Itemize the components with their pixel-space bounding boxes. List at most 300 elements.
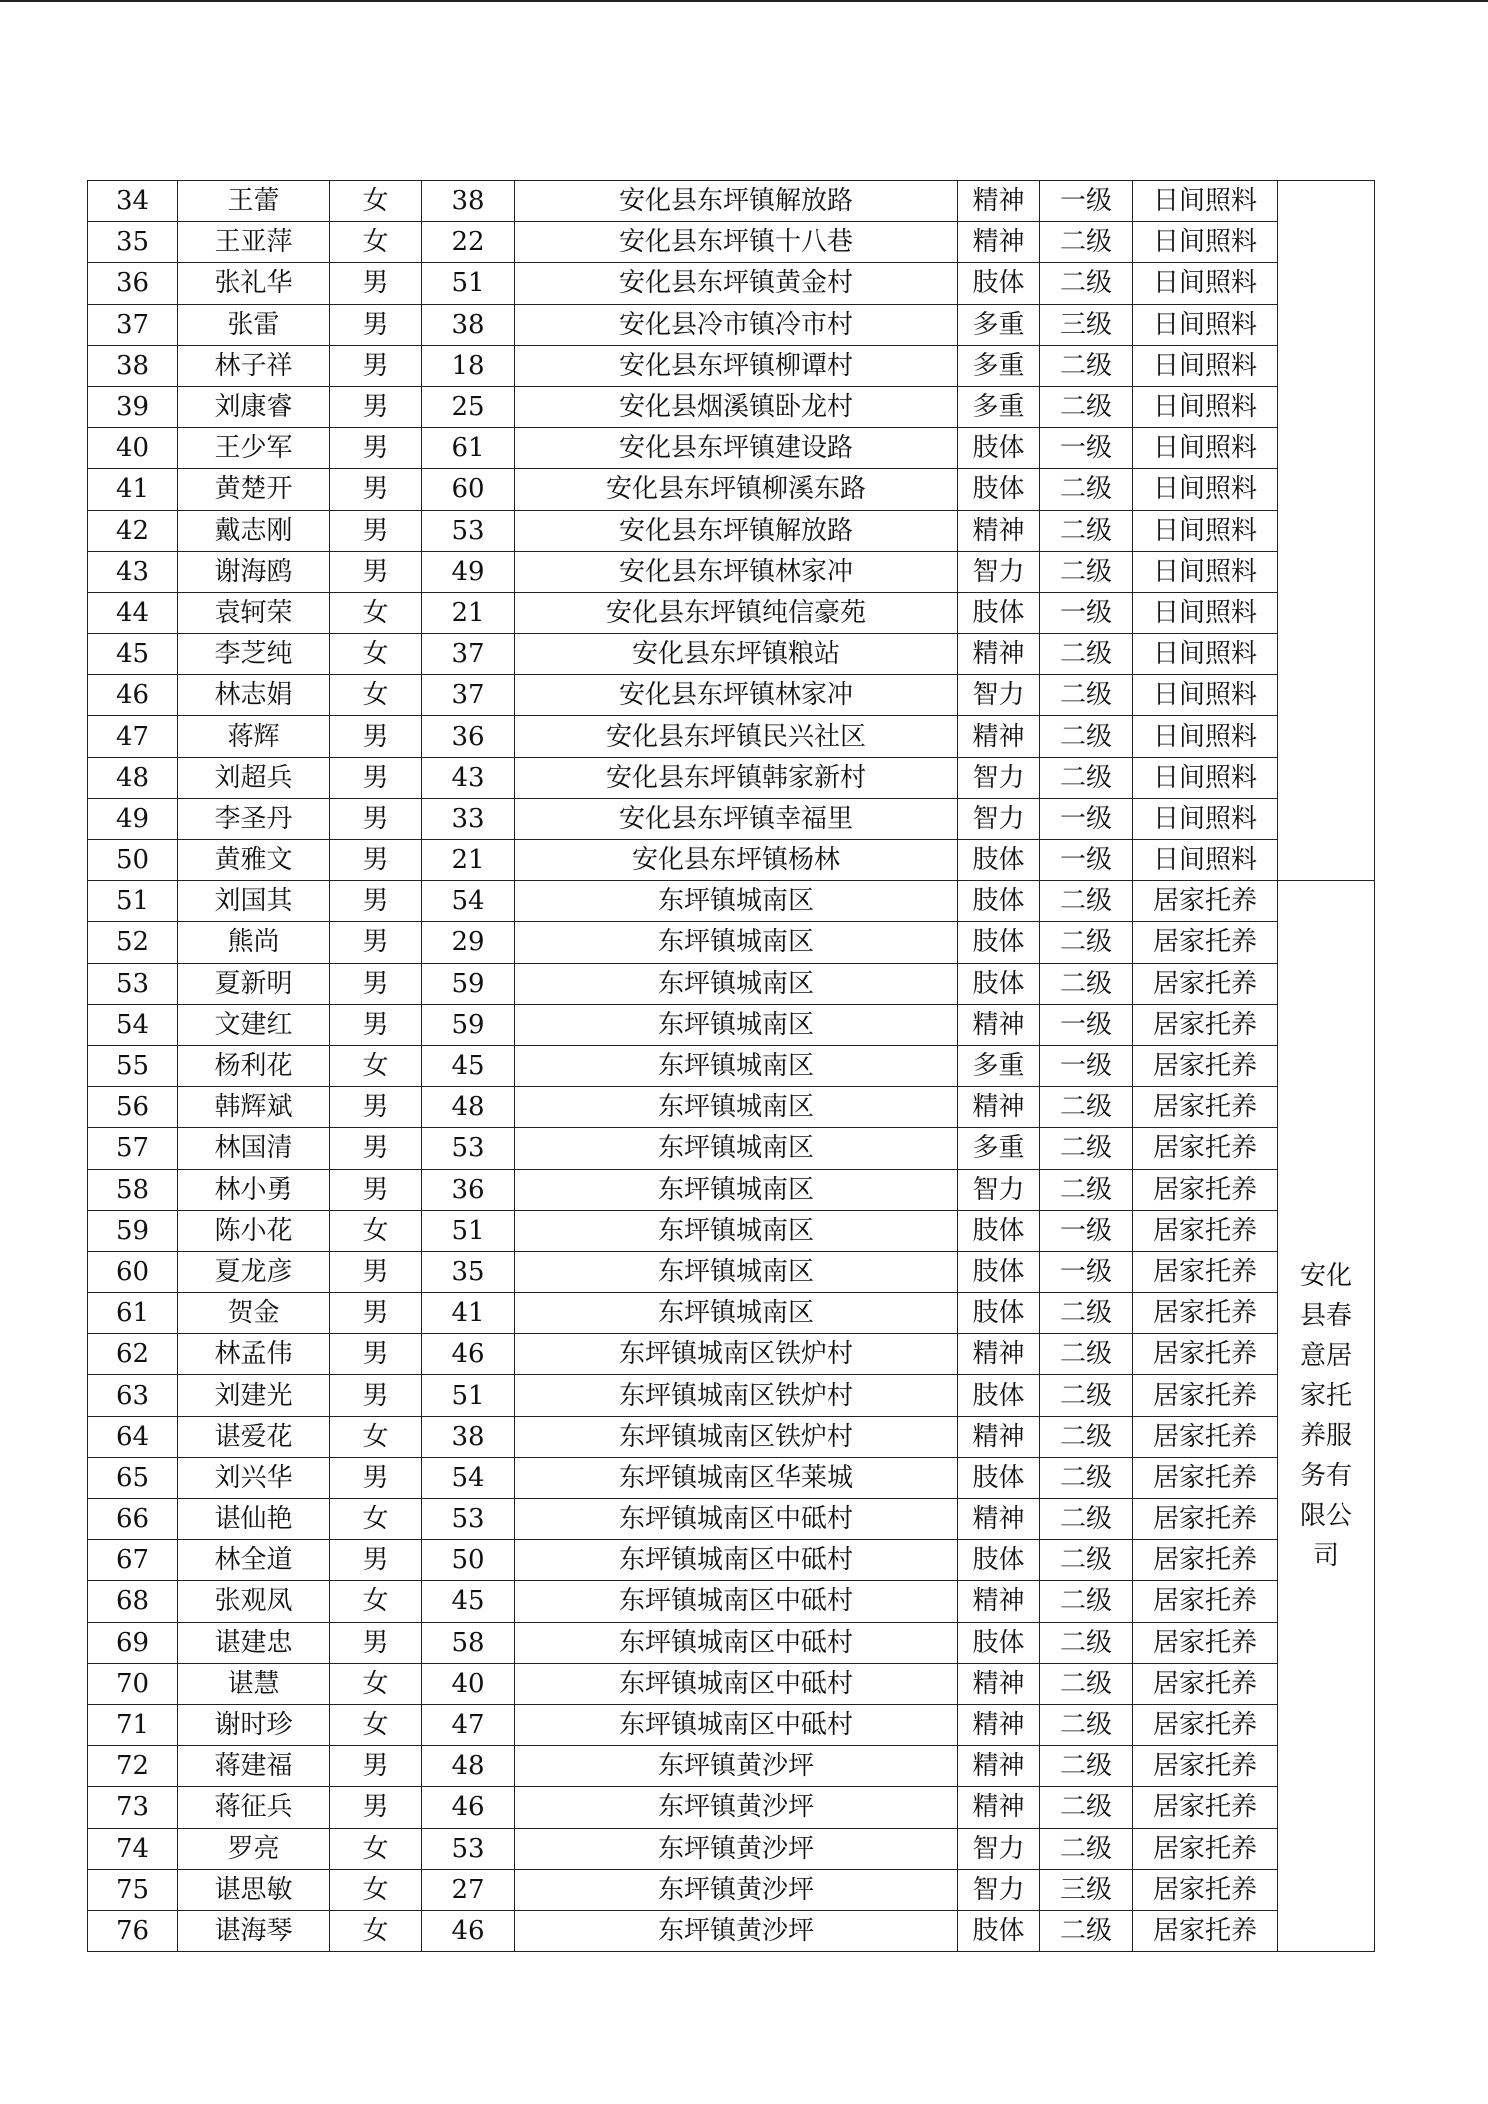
table-row	[88, 881, 1375, 922]
cell-service-type: 日间照料	[1133, 551, 1278, 592]
cell-service-type: 居家托养	[1133, 1375, 1278, 1416]
cell-disability-level: 二级	[1040, 1540, 1133, 1581]
cell-address: 东坪镇城南区华莱城	[515, 1457, 958, 1498]
cell-disability-type: 多重	[958, 386, 1040, 427]
cell-gender: 男	[330, 1251, 422, 1292]
cell-disability-level: 二级	[1040, 1293, 1133, 1334]
table-row	[88, 1293, 1375, 1334]
cell-service-type: 居家托养	[1133, 1663, 1278, 1704]
cell-service-type: 日间照料	[1133, 510, 1278, 551]
cell-address: 安化县冷市镇冷市村	[515, 304, 958, 345]
cell-address: 安化县东坪镇柳溪东路	[515, 469, 958, 510]
cell-disability-type: 肢体	[958, 922, 1040, 963]
cell-row-number: 60	[88, 1251, 178, 1292]
cell-gender: 男	[330, 551, 422, 592]
table-row	[88, 222, 1375, 263]
cell-row-number: 59	[88, 1210, 178, 1251]
cell-gender: 男	[330, 716, 422, 757]
cell-disability-type: 肢体	[958, 1910, 1040, 1951]
cell-address: 东坪镇城南区	[515, 1004, 958, 1045]
cell-name: 贺金	[178, 1293, 330, 1334]
cell-disability-level: 二级	[1040, 1704, 1133, 1745]
cell-disability-type: 智力	[958, 551, 1040, 592]
cell-service-type: 日间照料	[1133, 304, 1278, 345]
table-row	[88, 345, 1375, 386]
cell-disability-type: 精神	[958, 1704, 1040, 1745]
cell-gender: 女	[330, 1045, 422, 1086]
table-row	[88, 469, 1375, 510]
cell-name: 夏龙彦	[178, 1251, 330, 1292]
cell-service-type: 居家托养	[1133, 1828, 1278, 1869]
table-row	[88, 675, 1375, 716]
cell-disability-level: 二级	[1040, 1622, 1133, 1663]
cell-row-number: 50	[88, 840, 178, 881]
cell-age: 46	[422, 1910, 515, 1951]
cell-disability-type: 多重	[958, 1128, 1040, 1169]
cell-name: 李芝纯	[178, 634, 330, 675]
cell-service-type: 居家托养	[1133, 1128, 1278, 1169]
table-row	[88, 634, 1375, 675]
cell-row-number: 47	[88, 716, 178, 757]
cell-row-number: 56	[88, 1087, 178, 1128]
cell-service-type: 居家托养	[1133, 1499, 1278, 1540]
cell-address: 东坪镇城南区中砥村	[515, 1622, 958, 1663]
cell-disability-level: 二级	[1040, 922, 1133, 963]
cell-row-number: 38	[88, 345, 178, 386]
cell-address: 东坪镇城南区	[515, 963, 958, 1004]
cell-row-number: 45	[88, 634, 178, 675]
cell-service-type: 居家托养	[1133, 1457, 1278, 1498]
cell-disability-type: 精神	[958, 1416, 1040, 1457]
cell-gender: 男	[330, 469, 422, 510]
cell-service-type: 居家托养	[1133, 1210, 1278, 1251]
table-row	[88, 1910, 1375, 1951]
cell-gender: 男	[330, 510, 422, 551]
cell-address: 东坪镇城南区中砥村	[515, 1663, 958, 1704]
cell-name: 熊尚	[178, 922, 330, 963]
cell-row-number: 41	[88, 469, 178, 510]
cell-address: 安化县东坪镇解放路	[515, 510, 958, 551]
cell-address: 安化县东坪镇粮站	[515, 634, 958, 675]
cell-name: 林子祥	[178, 345, 330, 386]
table-row	[88, 1704, 1375, 1745]
cell-name: 杨利花	[178, 1045, 330, 1086]
cell-address: 安化县东坪镇林家冲	[515, 675, 958, 716]
cell-address: 安化县东坪镇解放路	[515, 181, 958, 222]
cell-disability-level: 一级	[1040, 798, 1133, 839]
cell-address: 东坪镇城南区	[515, 881, 958, 922]
cell-name: 李圣丹	[178, 798, 330, 839]
cell-row-number: 64	[88, 1416, 178, 1457]
cell-disability-level: 二级	[1040, 1375, 1133, 1416]
cell-address: 东坪镇城南区铁炉村	[515, 1416, 958, 1457]
cell-age: 53	[422, 1128, 515, 1169]
cell-address: 东坪镇城南区中砥村	[515, 1540, 958, 1581]
cell-name: 王蕾	[178, 181, 330, 222]
cell-gender: 女	[330, 1663, 422, 1704]
cell-disability-type: 多重	[958, 304, 1040, 345]
cell-name: 谌思敏	[178, 1869, 330, 1910]
cell-gender: 男	[330, 963, 422, 1004]
cell-name: 黄楚开	[178, 469, 330, 510]
cell-gender: 男	[330, 922, 422, 963]
cell-gender: 男	[330, 757, 422, 798]
cell-name: 罗亮	[178, 1828, 330, 1869]
cell-age: 35	[422, 1251, 515, 1292]
table-row	[88, 1334, 1375, 1375]
cell-disability-type: 肢体	[958, 1210, 1040, 1251]
cell-service-type: 日间照料	[1133, 263, 1278, 304]
table-row	[88, 551, 1375, 592]
cell-service-type: 日间照料	[1133, 428, 1278, 469]
table-row	[88, 1622, 1375, 1663]
cell-disability-type: 智力	[958, 798, 1040, 839]
cell-disability-level: 二级	[1040, 551, 1133, 592]
cell-gender: 女	[330, 592, 422, 633]
cell-name: 王亚萍	[178, 222, 330, 263]
cell-address: 东坪镇城南区中砥村	[515, 1581, 958, 1622]
cell-address: 东坪镇黄沙坪	[515, 1746, 958, 1787]
cell-address: 东坪镇城南区铁炉村	[515, 1375, 958, 1416]
cell-service-type: 居家托养	[1133, 1169, 1278, 1210]
cell-gender: 女	[330, 222, 422, 263]
cell-gender: 女	[330, 634, 422, 675]
cell-age: 37	[422, 675, 515, 716]
cell-age: 58	[422, 1622, 515, 1663]
table-row	[88, 1663, 1375, 1704]
cell-row-number: 73	[88, 1787, 178, 1828]
cell-age: 54	[422, 1457, 515, 1498]
cell-name: 刘国其	[178, 881, 330, 922]
table-row	[88, 1828, 1375, 1869]
cell-disability-type: 精神	[958, 716, 1040, 757]
cell-gender: 男	[330, 1087, 422, 1128]
cell-gender: 男	[330, 1128, 422, 1169]
cell-age: 40	[422, 1663, 515, 1704]
cell-row-number: 42	[88, 510, 178, 551]
cell-service-type: 日间照料	[1133, 757, 1278, 798]
table-row	[88, 1375, 1375, 1416]
cell-name: 刘建光	[178, 1375, 330, 1416]
cell-row-number: 44	[88, 592, 178, 633]
cell-disability-type: 肢体	[958, 881, 1040, 922]
cell-disability-level: 二级	[1040, 222, 1133, 263]
cell-disability-level: 一级	[1040, 1045, 1133, 1086]
cell-address: 东坪镇黄沙坪	[515, 1828, 958, 1869]
cell-disability-type: 精神	[958, 1499, 1040, 1540]
cell-name: 文建红	[178, 1004, 330, 1045]
cell-age: 21	[422, 840, 515, 881]
cell-disability-type: 精神	[958, 1663, 1040, 1704]
cell-name: 袁轲荣	[178, 592, 330, 633]
cell-disability-type: 精神	[958, 510, 1040, 551]
cell-disability-type: 肢体	[958, 592, 1040, 633]
cell-row-number: 48	[88, 757, 178, 798]
cell-age: 61	[422, 428, 515, 469]
table-row	[88, 1787, 1375, 1828]
table-row	[88, 840, 1375, 881]
table-row	[88, 922, 1375, 963]
cell-disability-level: 二级	[1040, 716, 1133, 757]
cell-disability-type: 肢体	[958, 1457, 1040, 1498]
cell-disability-type: 肢体	[958, 1293, 1040, 1334]
cell-disability-type: 智力	[958, 1869, 1040, 1910]
cell-disability-level: 三级	[1040, 304, 1133, 345]
cell-address: 东坪镇城南区	[515, 1045, 958, 1086]
cell-disability-level: 三级	[1040, 1869, 1133, 1910]
cell-service-type: 日间照料	[1133, 222, 1278, 263]
cell-gender: 男	[330, 840, 422, 881]
cell-disability-type: 肢体	[958, 1622, 1040, 1663]
table-row	[88, 1581, 1375, 1622]
cell-age: 18	[422, 345, 515, 386]
cell-disability-level: 二级	[1040, 675, 1133, 716]
cell-name: 林小勇	[178, 1169, 330, 1210]
cell-address: 东坪镇城南区	[515, 1128, 958, 1169]
cell-age: 27	[422, 1869, 515, 1910]
cell-service-type: 日间照料	[1133, 798, 1278, 839]
cell-gender: 女	[330, 675, 422, 716]
cell-service-type: 居家托养	[1133, 1251, 1278, 1292]
cell-service-type: 居家托养	[1133, 1045, 1278, 1086]
cell-disability-level: 二级	[1040, 1334, 1133, 1375]
cell-disability-type: 肢体	[958, 840, 1040, 881]
cell-address: 安化县东坪镇韩家新村	[515, 757, 958, 798]
beneficiary-table	[87, 180, 1375, 1952]
cell-disability-type: 精神	[958, 1746, 1040, 1787]
cell-name: 林全道	[178, 1540, 330, 1581]
cell-gender: 女	[330, 181, 422, 222]
cell-address: 安化县东坪镇纯信豪苑	[515, 592, 958, 633]
cell-service-type: 日间照料	[1133, 469, 1278, 510]
cell-age: 59	[422, 963, 515, 1004]
cell-name: 戴志刚	[178, 510, 330, 551]
cell-gender: 女	[330, 1828, 422, 1869]
cell-row-number: 67	[88, 1540, 178, 1581]
cell-row-number: 55	[88, 1045, 178, 1086]
cell-age: 38	[422, 1416, 515, 1457]
cell-service-type: 居家托养	[1133, 1087, 1278, 1128]
cell-age: 50	[422, 1540, 515, 1581]
cell-row-number: 76	[88, 1910, 178, 1951]
cell-name: 韩辉斌	[178, 1087, 330, 1128]
cell-disability-level: 二级	[1040, 510, 1133, 551]
cell-disability-level: 一级	[1040, 428, 1133, 469]
cell-service-type: 居家托养	[1133, 1622, 1278, 1663]
cell-address: 东坪镇城南区	[515, 1169, 958, 1210]
cell-row-number: 52	[88, 922, 178, 963]
cell-disability-level: 二级	[1040, 1828, 1133, 1869]
cell-age: 53	[422, 1499, 515, 1540]
cell-name: 谌慧	[178, 1663, 330, 1704]
cell-name: 林国清	[178, 1128, 330, 1169]
cell-age: 60	[422, 469, 515, 510]
cell-gender: 男	[330, 1004, 422, 1045]
cell-service-type: 日间照料	[1133, 716, 1278, 757]
cell-disability-level: 二级	[1040, 1787, 1133, 1828]
cell-address: 安化县东坪镇十八巷	[515, 222, 958, 263]
cell-gender: 女	[330, 1704, 422, 1745]
cell-row-number: 35	[88, 222, 178, 263]
table-row	[88, 757, 1375, 798]
cell-address: 安化县东坪镇林家冲	[515, 551, 958, 592]
cell-address: 东坪镇城南区	[515, 1210, 958, 1251]
cell-disability-type: 肢体	[958, 428, 1040, 469]
cell-service-type: 居家托养	[1133, 1910, 1278, 1951]
cell-disability-type: 精神	[958, 181, 1040, 222]
cell-row-number: 66	[88, 1499, 178, 1540]
cell-disability-level: 一级	[1040, 181, 1133, 222]
cell-age: 51	[422, 1375, 515, 1416]
cell-disability-type: 精神	[958, 222, 1040, 263]
cell-disability-level: 二级	[1040, 345, 1133, 386]
cell-disability-type: 智力	[958, 675, 1040, 716]
cell-row-number: 43	[88, 551, 178, 592]
cell-age: 59	[422, 1004, 515, 1045]
cell-row-number: 34	[88, 181, 178, 222]
cell-disability-type: 多重	[958, 1045, 1040, 1086]
cell-disability-level: 一级	[1040, 1251, 1133, 1292]
cell-disability-level: 二级	[1040, 1416, 1133, 1457]
cell-name: 陈小花	[178, 1210, 330, 1251]
cell-disability-type: 智力	[958, 1828, 1040, 1869]
cell-address: 东坪镇城南区	[515, 1293, 958, 1334]
cell-name: 张观凤	[178, 1581, 330, 1622]
cell-row-number: 74	[88, 1828, 178, 1869]
cell-age: 45	[422, 1045, 515, 1086]
table-row	[88, 1869, 1375, 1910]
cell-gender: 男	[330, 1375, 422, 1416]
table-row	[88, 1004, 1375, 1045]
cell-service-type: 日间照料	[1133, 386, 1278, 427]
cell-gender: 男	[330, 428, 422, 469]
table-body	[88, 181, 1375, 1952]
cell-disability-level: 二级	[1040, 1499, 1133, 1540]
cell-disability-type: 肢体	[958, 1375, 1040, 1416]
cell-address: 东坪镇黄沙坪	[515, 1910, 958, 1951]
cell-row-number: 72	[88, 1746, 178, 1787]
cell-age: 29	[422, 922, 515, 963]
cell-address: 东坪镇城南区	[515, 922, 958, 963]
cell-age: 41	[422, 1293, 515, 1334]
cell-service-type: 日间照料	[1133, 345, 1278, 386]
cell-address: 安化县东坪镇建设路	[515, 428, 958, 469]
cell-service-type: 居家托养	[1133, 922, 1278, 963]
cell-address: 东坪镇城南区	[515, 1251, 958, 1292]
cell-row-number: 54	[88, 1004, 178, 1045]
cell-name: 林志娟	[178, 675, 330, 716]
cell-gender: 男	[330, 1787, 422, 1828]
cell-service-type: 居家托养	[1133, 1581, 1278, 1622]
cell-row-number: 62	[88, 1334, 178, 1375]
cell-service-type: 居家托养	[1133, 963, 1278, 1004]
table-row	[88, 1416, 1375, 1457]
cell-disability-type: 精神	[958, 1334, 1040, 1375]
cell-row-number: 68	[88, 1581, 178, 1622]
cell-row-number: 69	[88, 1622, 178, 1663]
table-row	[88, 510, 1375, 551]
table-row	[88, 1457, 1375, 1498]
cell-disability-level: 二级	[1040, 881, 1133, 922]
cell-gender: 男	[330, 881, 422, 922]
cell-name: 谢海鸥	[178, 551, 330, 592]
cell-address: 安化县东坪镇柳谭村	[515, 345, 958, 386]
cell-service-type: 日间照料	[1133, 675, 1278, 716]
cell-address: 安化县东坪镇杨林	[515, 840, 958, 881]
cell-address: 东坪镇黄沙坪	[515, 1787, 958, 1828]
cell-disability-level: 一级	[1040, 592, 1133, 633]
cell-name: 谢时珍	[178, 1704, 330, 1745]
cell-disability-level: 二级	[1040, 1663, 1133, 1704]
cell-disability-level: 二级	[1040, 634, 1133, 675]
cell-name: 黄雅文	[178, 840, 330, 881]
cell-name: 刘超兵	[178, 757, 330, 798]
table-row	[88, 263, 1375, 304]
cell-disability-type: 智力	[958, 1169, 1040, 1210]
cell-age: 37	[422, 634, 515, 675]
cell-gender: 男	[330, 1334, 422, 1375]
table-row	[88, 1087, 1375, 1128]
table-row	[88, 386, 1375, 427]
cell-age: 46	[422, 1334, 515, 1375]
cell-name: 谌建忠	[178, 1622, 330, 1663]
cell-gender: 男	[330, 263, 422, 304]
cell-gender: 男	[330, 1746, 422, 1787]
cell-row-number: 61	[88, 1293, 178, 1334]
cell-age: 38	[422, 304, 515, 345]
cell-service-type: 日间照料	[1133, 592, 1278, 633]
cell-address: 安化县东坪镇黄金村	[515, 263, 958, 304]
table-row	[88, 304, 1375, 345]
cell-name: 蒋辉	[178, 716, 330, 757]
table-row	[88, 798, 1375, 839]
cell-disability-level: 二级	[1040, 1128, 1133, 1169]
cell-address: 东坪镇城南区中砥村	[515, 1704, 958, 1745]
cell-name: 张雷	[178, 304, 330, 345]
cell-address: 东坪镇城南区铁炉村	[515, 1334, 958, 1375]
cell-gender: 女	[330, 1416, 422, 1457]
cell-service-type: 日间照料	[1133, 634, 1278, 675]
cell-address: 安化县东坪镇幸福里	[515, 798, 958, 839]
table-row	[88, 1128, 1375, 1169]
cell-gender: 男	[330, 1622, 422, 1663]
cell-disability-level: 二级	[1040, 1581, 1133, 1622]
cell-name: 刘兴华	[178, 1457, 330, 1498]
cell-service-provider: 安化县春意居家托养服务有限公司	[1278, 881, 1375, 1952]
cell-address: 东坪镇城南区	[515, 1087, 958, 1128]
cell-row-number: 37	[88, 304, 178, 345]
cell-gender: 男	[330, 1540, 422, 1581]
cell-service-type: 居家托养	[1133, 1704, 1278, 1745]
cell-gender: 女	[330, 1869, 422, 1910]
cell-address: 安化县东坪镇民兴社区	[515, 716, 958, 757]
cell-disability-level: 二级	[1040, 963, 1133, 1004]
cell-gender: 女	[330, 1581, 422, 1622]
cell-address: 东坪镇城南区中砥村	[515, 1499, 958, 1540]
cell-age: 54	[422, 881, 515, 922]
cell-address: 安化县烟溪镇卧龙村	[515, 386, 958, 427]
cell-row-number: 40	[88, 428, 178, 469]
cell-gender: 男	[330, 798, 422, 839]
cell-disability-level: 一级	[1040, 840, 1133, 881]
cell-gender: 女	[330, 1499, 422, 1540]
cell-name: 林孟伟	[178, 1334, 330, 1375]
table-row	[88, 1499, 1375, 1540]
cell-age: 47	[422, 1704, 515, 1745]
cell-row-number: 58	[88, 1169, 178, 1210]
cell-gender: 女	[330, 1910, 422, 1951]
cell-row-number: 75	[88, 1869, 178, 1910]
